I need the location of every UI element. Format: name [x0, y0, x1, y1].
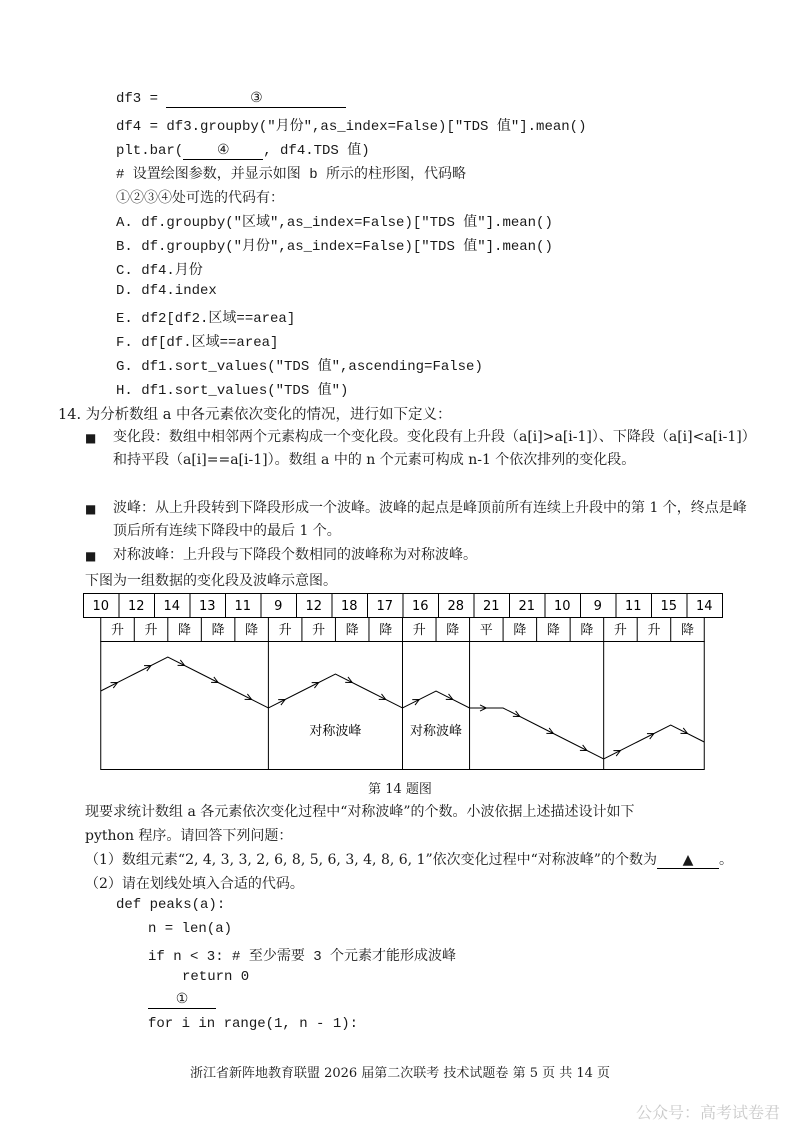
blank-4 [183, 142, 263, 160]
peak-label: 对称波峰 [410, 724, 463, 739]
choice-d: D. df4.index [116, 283, 217, 299]
choice-g: G. df1.sort_values("TDS 值",ascending=False) [116, 359, 483, 375]
blank-1 [148, 991, 216, 1009]
segment-cell: 降 [513, 623, 527, 638]
figure-caption: 第 14 题图 [368, 782, 432, 797]
code-for: for i in range(1, n - 1): [148, 1016, 359, 1032]
definition-change-segment: 变化段：数组中相邻两个元素构成一个变化段。变化段有上升段（a[i]>a[i-1]）、下降段（a[i]<a[i-1]）和持平段（a[i]==a[i-1]）。数组 a 中的 n 个元素可构成 n-1 个依次排列的变化段。 [113, 429, 749, 468]
page-footer: 浙江省新阵地教育联盟 2026 届第二次联考 技术试题卷 第 5 页 共 14 页 [189, 1066, 611, 1081]
code-text: plt.bar( [116, 143, 184, 159]
sub-question-end: 。 [718, 852, 733, 868]
segment-cell: 降 [446, 623, 460, 638]
value-cell: 17 [376, 599, 394, 614]
triangle-icon: ▲ [682, 852, 694, 868]
definition-symmetric-peak: 对称波峰：上升段与下降段个数相同的波峰称为对称波峰。 [113, 547, 477, 563]
question-14-title: 14. 为分析数组 a 中各元素依次变化的情况，进行如下定义： [58, 407, 452, 423]
value-cell: 18 [340, 599, 358, 614]
segment-cell: 降 [345, 623, 359, 638]
value-cell: 12 [127, 599, 145, 614]
code-text: , df4.TDS 值) [263, 143, 370, 159]
figure-peak-labels [309, 723, 462, 739]
blank-label: ① [175, 992, 189, 1008]
blank-label: ④ [216, 143, 230, 159]
segment-cell: 升 [278, 623, 292, 638]
choice-f: F. df[df.区域==area] [116, 335, 279, 351]
segment-cell: 降 [211, 623, 225, 638]
definition-peak: 波峰：从上升段转到下降段形成一个波峰。波峰的起点是峰顶前所有连续上升段中的第 1 个，终点是峰顶后所有连续下降段中的最后 1 个。 [113, 500, 747, 539]
sub-question-1 [85, 849, 733, 869]
value-cell: 15 [660, 599, 678, 614]
bullet-square-icon: ■ [85, 431, 97, 445]
segment-cell: 升 [647, 623, 661, 638]
segment-cell: 平 [479, 623, 493, 638]
value-cell: 11 [234, 599, 252, 614]
figure-intro: 下图为一组数据的变化段及波峰示意图。 [85, 573, 337, 589]
choice-e: E. df2[df2.区域==area] [116, 311, 296, 327]
segment-cell: 降 [379, 623, 393, 638]
value-cell: 10 [553, 599, 571, 614]
blank-3 [166, 90, 346, 108]
value-cell: 21 [518, 599, 536, 614]
segment-cell: 升 [312, 623, 326, 638]
peak-label: 对称波峰 [309, 724, 362, 739]
value-cell: 9 [593, 599, 602, 614]
code-comment: # 设置绘图参数，并显示如图 b 所示的柱形图，代码略 [116, 167, 467, 183]
code-text: df3 = [116, 91, 167, 107]
answer-blank [657, 852, 719, 869]
bullet-square-icon: ■ [85, 549, 97, 563]
blank-label: ③ [250, 91, 263, 107]
value-cell: 13 [198, 599, 216, 614]
segment-cell: 升 [144, 623, 158, 638]
code-def: def peaks(a): [116, 897, 226, 913]
segment-peak-diagram [83, 593, 723, 771]
value-cell: 12 [305, 599, 323, 614]
choices-intro: ①②③④处可选的代码有： [116, 190, 284, 206]
segment-cell: 降 [546, 623, 560, 638]
watermark: 公众号：高考试卷君 [635, 1103, 780, 1122]
sub-question-2: （2）请在划线处填入合适的代码。 [85, 876, 304, 892]
value-cell: 9 [274, 599, 283, 614]
sub-question-text: （1）数组元素“2, 4, 3, 3, 2, 6, 8, 5, 6, 3, 4, 8, 6, 1”依次变化过程中“对称波峰”的个数为 [85, 852, 657, 868]
segment-cell: 降 [580, 623, 594, 638]
value-cell: 21 [482, 599, 500, 614]
value-cell: 16 [411, 599, 429, 614]
segment-cell: 降 [245, 623, 259, 638]
choice-h: H. df1.sort_values("TDS 值") [116, 383, 349, 399]
value-cell: 14 [695, 599, 713, 614]
value-cell: 28 [447, 599, 465, 614]
segment-cell: 升 [613, 623, 627, 638]
value-cell: 10 [92, 599, 110, 614]
segment-cell: 降 [680, 623, 694, 638]
choice-c: C. df4.月份 [116, 263, 203, 279]
code-n: n = len(a) [148, 921, 233, 937]
choice-b: B. df.groupby("月份",as_index=False)["TDS 值"].mean() [116, 239, 553, 255]
paragraph-line-2: python 程序。请回答下列问题： [85, 828, 293, 844]
paragraph-line-1: 现要求统计数组 a 各元素依次变化过程中“对称波峰”的个数。小波依据上述描述设计如下 [85, 804, 635, 820]
code-line-df4: df4 = df3.groupby("月份",as_index=False)["TDS 值"].mean() [116, 119, 587, 135]
code-line-plt-bar [116, 139, 370, 160]
segment-cell: 升 [111, 623, 125, 638]
code-return: return 0 [182, 969, 250, 985]
figure-grid [84, 594, 723, 770]
bullet-square-icon: ■ [85, 502, 97, 516]
code-blank-1 [148, 991, 216, 1009]
code-if: if n < 3: # 至少需要 3 个元素才能形成波峰 [148, 949, 457, 965]
code-line-df3 [116, 90, 346, 108]
value-cell: 14 [163, 599, 181, 614]
value-cell: 11 [624, 599, 642, 614]
segment-cell: 升 [412, 623, 426, 638]
segment-cell: 降 [178, 623, 192, 638]
choice-a: A. df.groupby("区域",as_index=False)["TDS 值"].mean() [116, 215, 553, 231]
